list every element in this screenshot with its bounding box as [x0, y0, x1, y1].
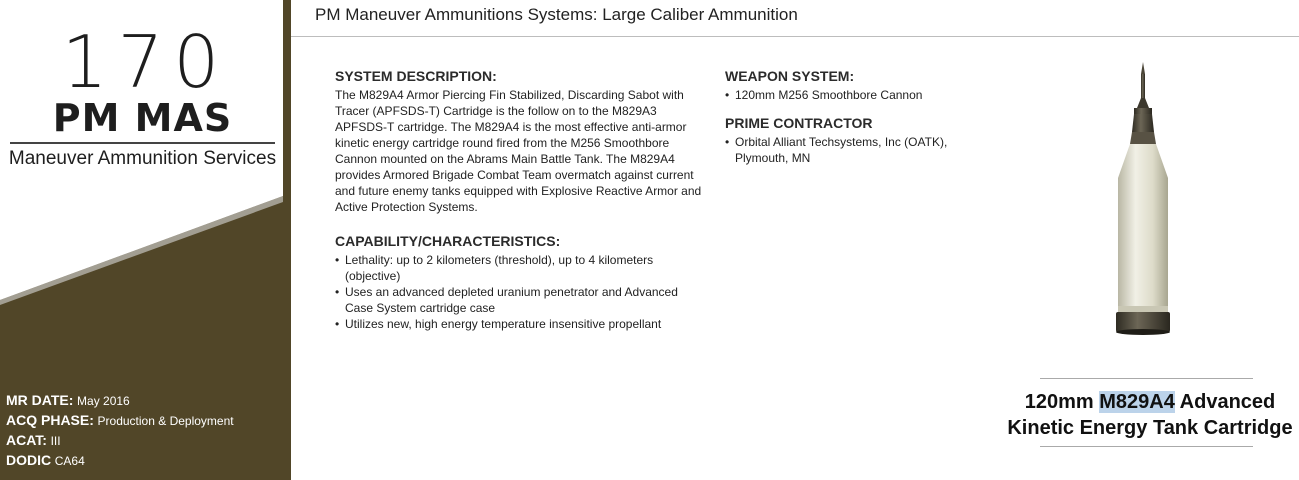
logo-title: PM MAS: [52, 96, 233, 140]
caption-bottom-rule: [1040, 446, 1253, 447]
mr-date-label: MR DATE:: [6, 392, 74, 408]
caption-line-2: Kinetic Energy Tank Cartridge: [1007, 417, 1293, 439]
list-item: • 120mm M256 Smoothbore Cannon: [725, 87, 985, 103]
page-title: PM Maneuver Ammunitions Systems: Large Caliber Ammunition: [315, 5, 798, 24]
logo-divider: [10, 142, 275, 144]
acq-phase-label: ACQ PHASE:: [6, 412, 94, 428]
acat-label: ACAT:: [6, 432, 47, 448]
logo-subtitle: Maneuver Ammunition Services: [8, 148, 277, 169]
weapon-system-section: [725, 68, 985, 103]
capability-list: [335, 252, 705, 332]
prime-contractor-section: [725, 115, 985, 166]
header-divider: [291, 36, 1299, 37]
acq-phase-row: [6, 411, 234, 431]
system-description-section: [335, 68, 705, 215]
list-item: • Lethality: up to 2 kilometers (threshold), up to 4 kilometers (objective): [335, 252, 705, 284]
caption-top-rule: [1040, 378, 1253, 379]
prime-contractor-list: [725, 134, 985, 166]
system-description-text: The M829A4 Armor Piercing Fin Stabilized, Discarding Sabot with Tracer (APFSDS-T) Cartridge is the follow on to the M829A3 APFSDS-T cartridge. The M829A4 is the most effective anti-armor kinetic energy cartridge round fired from the M256 Smoothbore Cannon mounted on the Abrams Main Battle Tank. The M829A4 provides Armored Brigade Combat Team overmatch against current and future enemy tanks equipped with Explosive Reactive Armor and Active Protection Systems.: [335, 88, 702, 214]
list-item: • Utilizes new, high energy temperature insensitive propellant: [335, 316, 705, 332]
caption-suffix: Advanced: [1179, 391, 1276, 413]
cartridge-image: [1110, 60, 1176, 336]
acat-row: [6, 431, 234, 451]
acq-phase-value: Production & Deployment: [97, 414, 234, 428]
description-column: [335, 68, 705, 332]
logo-number: 170: [61, 20, 230, 104]
mr-date-value: May 2016: [77, 394, 130, 408]
weapon-system-list: [725, 87, 985, 103]
caption-line-1: [990, 389, 1299, 415]
image-caption: [990, 389, 1299, 441]
capability-section: [335, 233, 705, 332]
program-metadata: [6, 391, 234, 471]
capability-heading: CAPABILITY/CHARACTERISTICS:: [335, 233, 561, 249]
list-item: • Uses an advanced depleted uranium penetrator and Advanced Case System cartridge case: [335, 284, 705, 316]
dodic-label: DODIC: [6, 452, 52, 468]
system-description-heading: SYSTEM DESCRIPTION:: [335, 68, 497, 84]
caption-prefix: 120mm: [1024, 391, 1094, 413]
caption-highlight: M829A4: [1099, 391, 1175, 413]
list-item: • Orbital Alliant Techsystems, Inc (OATK), Plymouth, MN: [725, 134, 985, 166]
weapon-column: [725, 68, 985, 166]
mr-date-row: [6, 391, 234, 411]
prime-contractor-heading: PRIME CONTRACTOR: [725, 115, 873, 131]
dodic-row: [6, 451, 234, 471]
acat-value: III: [50, 434, 61, 448]
dodic-value: CA64: [54, 454, 85, 468]
weapon-system-heading: WEAPON SYSTEM:: [725, 68, 855, 84]
